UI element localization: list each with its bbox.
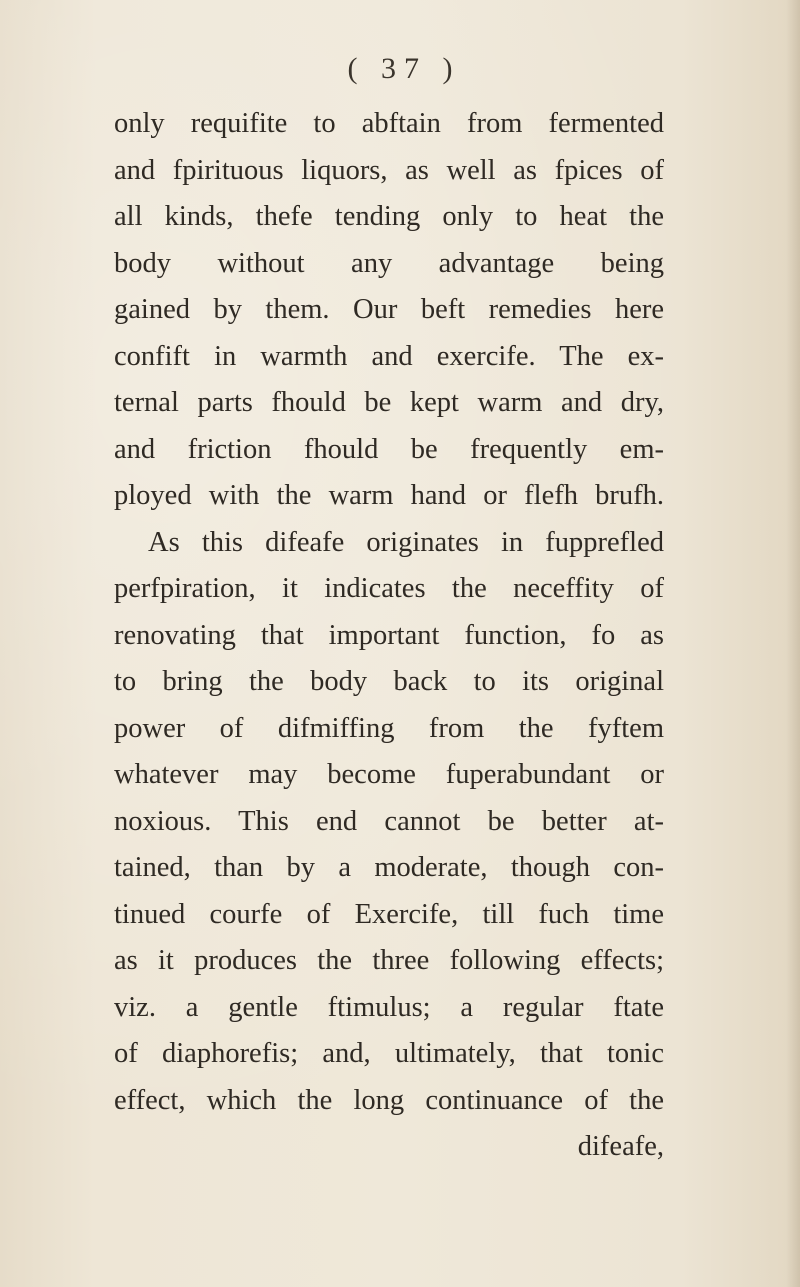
text-line: whatever may become fuperabundant or [114,759,664,790]
text-line: and fpirituous liquors, as well as fpices of [114,154,664,186]
text-line: viz. a gentle ftimulus; a regular ftate [114,991,664,1023]
text-line: renovating that important function, fo as [114,619,664,651]
text-line: as it produces the three following effects; [114,945,664,976]
text-line: confift in warmth and exercife. The ex- [114,340,664,372]
text-line: tained, than by a moderate, though con- [114,852,664,883]
text-line: power of difmiffing from the fyftem [114,712,664,744]
text-line: tinued courfe of Exercife, till fuch time [114,898,664,930]
page-edge-shadow [786,0,800,1287]
text-line: and friction fhould be frequently em- [114,433,664,465]
text-line: ployed with the warm hand or flefh brufh. [114,480,664,511]
text-line: to bring the body back to its original [114,666,664,697]
text-line: only requifite to abftain from fermented [114,108,664,139]
text-line: of diaphorefis; and, ultimately, that tonic [114,1038,664,1069]
text-line: gained by them. Our beft remedies here [114,294,664,325]
catchword: difeafe, [577,1131,664,1162]
text-line: body without any advantage being [114,247,664,279]
text-line: ternal parts fhould be kept warm and dry, [114,387,664,418]
page-number: ( 37 ) [347,52,461,85]
text-line: noxious. This end cannot be better at- [114,805,664,837]
text-line: As this difeafe originates in fupprefled [148,526,664,558]
text-line: effect, which the long continuance of the [114,1084,664,1116]
text-line: all kinds, thefe tending only to heat the [114,201,664,232]
text-line: perfpiration, it indicates the neceffity of [114,573,664,604]
body-text [114,101,664,1171]
